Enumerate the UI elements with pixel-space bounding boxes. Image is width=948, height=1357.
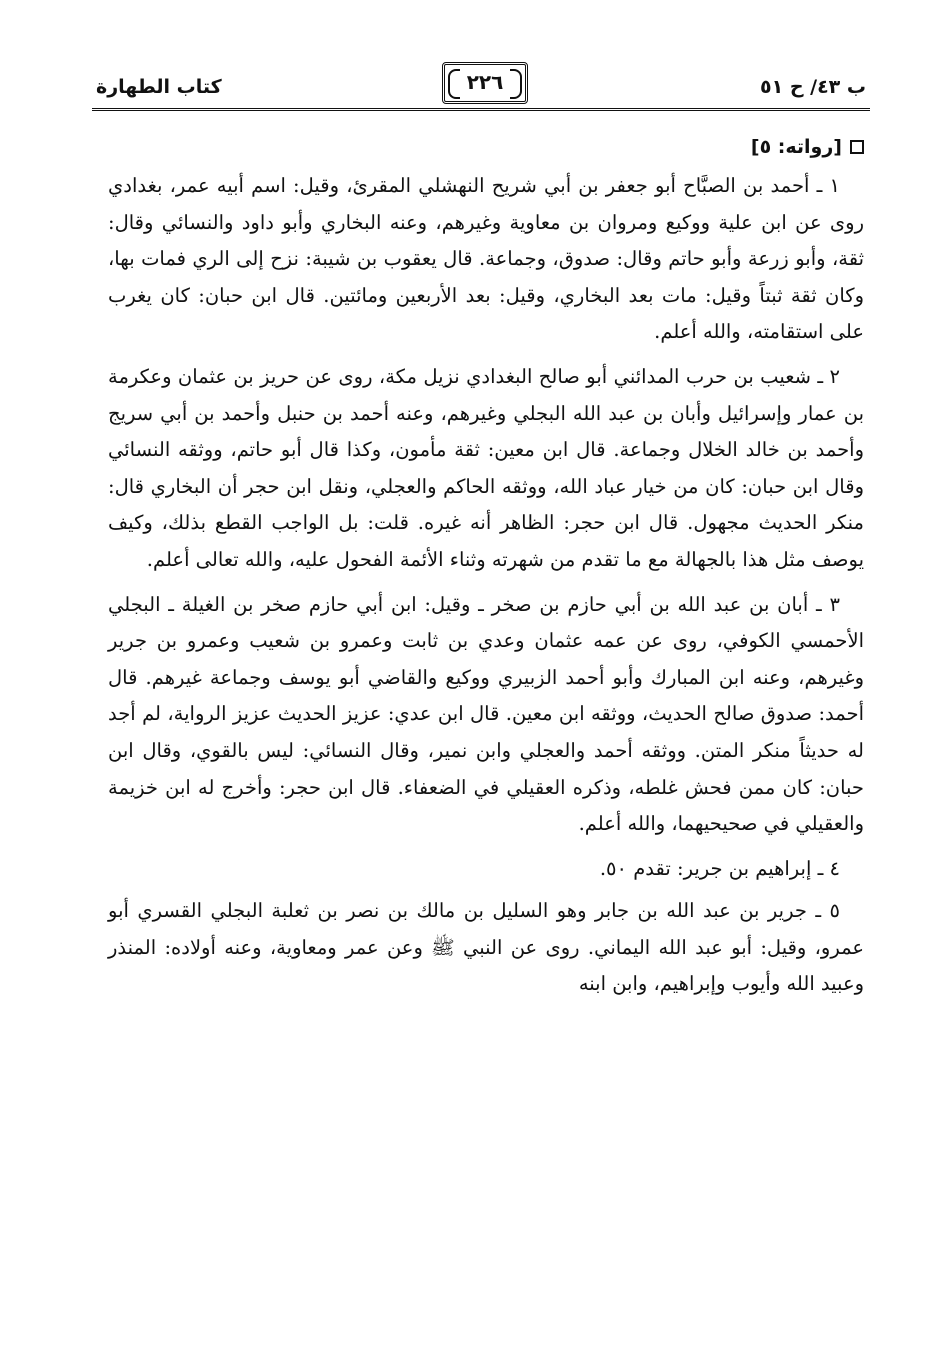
book-title: كتاب الطهارة	[96, 76, 222, 98]
narrator-entry-5: ٥ ـ جرير بن عبد الله بن جابر وهو السليل بن مالك بن نصر بن ثعلبة البجلي القسري أبو عمرو، وقيل: أبو عبد الله اليماني. روى عن النبي ﷺ وعن عمر ومعاوية، وعنه أولاده: المنذر وعبيد الله وأيوب وإبراهيم، وابن ابنه	[108, 899, 864, 996]
narrator-entry-2: ٢ ـ شعيب بن حرب المدائني أبو صالح البغدادي نزيل مكة، روى عن حريز بن عثمان وعكرمة بن عمار وإسرائيل وأبان بن عبد الله البجلي وغيرهم، وعنه أحمد بن حنبل وأحمد بن أبي سريج وأحمد بن خالد الخلال وجماعة. قال ابن معين: ثقة مأمون، وكذا قال أبو حاتم، ووثقه النسائي وقال ابن حبان: كان من خيار عباد الله، ووثقه الحاكم والعجلي، ونقل ابن حجر أن البخاري قال: منكر الحديث مجهول. قال ابن حجر: الظاهر أنه غيره. قلت: بل الواجب القطع بذلك، وكيف يوصف مثل هذا بالجهالة مع ما تقدم من شهرته وثناء الأئمة الفحول عليه، والله تعالى أعلم.	[108, 364, 864, 571]
square-bullet-icon	[850, 140, 864, 154]
running-header	[96, 62, 866, 108]
narrator-entry-1: ١ ـ أحمد بن الصبَّاح أبو جعفر بن أبي شريح النهشلي المقرئ، وقيل: اسم أبيه عمر، بغدادي روى عن ابن علية ووكيع ومروان بن معاوية وغيرهم، وعنه البخاري وأبو داود والنسائي وقال: ثقة، وأبو زرعة وأبو حاتم وقال: صدوق، وجماعة. قال يعقوب بن شيبة: نزح إلى الري فمات بها، وكان ثقة ثبتاً وقيل: مات بعد البخاري، وقيل: بعد الأربعين ومائتين. قال ابن حبان: كان يغرب على استقامته، والله أعلم.	[108, 174, 864, 344]
narrator-entry-3: ٣ ـ أبان بن عبد الله بن أبي حازم بن صخر ـ وقيل: ابن أبي حازم صخر بن الغيلة ـ البجلي الأحمسي الكوفي، روى عن عمه عثمان وعدي بن ثابت وعمرو بن شعيب وعمرو بن جرير وغيرهم، وعنه ابن المبارك وأبو أحمد الزبيري ووكيع والقاضي أبو يوسف وجماعة غيرهم. قال أحمد: صدوق صالح الحديث، ووثقه ابن معين. قال ابن عدي: عزيز الحديث عزيز الرواية، لم أجد له حديثاً منكر المتن. ووثقه أحمد والعجلي وابن نمير، وقال النسائي: ليس بالقوي، وقال ابن حبان: كان ممن فحش غلطه، وذكره العقيلي في الضعفاء. قال ابن حجر: وأخرج له ابن خزيمة والعقيلي في صحيحيهما، والله أعلم.	[108, 592, 864, 836]
hadith-reference: ب ٤٣/ ح ٥١	[760, 76, 866, 98]
page-number: ٢٢٦	[466, 70, 504, 94]
header-rule	[92, 108, 870, 111]
section-heading-text: [رواته: ٥]	[750, 136, 842, 158]
section-heading	[751, 136, 864, 158]
page-number-frame	[442, 62, 528, 104]
narrators-list	[108, 168, 864, 1011]
narrator-entry-4: ٤ ـ إبراهيم بن جرير: تقدم ٥٠.	[599, 856, 840, 880]
